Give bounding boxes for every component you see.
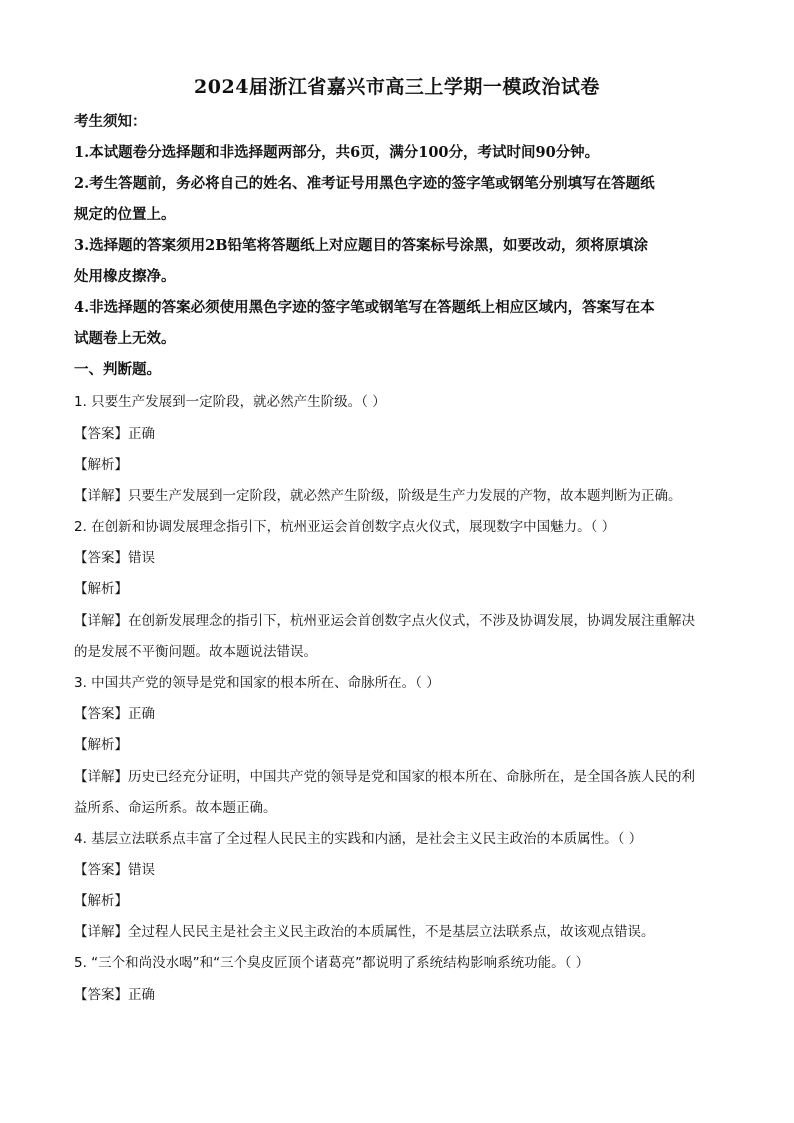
answer-value: 正确 [128, 987, 155, 1003]
analysis-label: 【解析】 [74, 893, 128, 909]
detail-label: 【详解】 [74, 613, 128, 629]
analysis-label: 【解析】 [74, 737, 128, 753]
notice-heading: 考生须知： [74, 113, 147, 130]
detail-text-continued: 益所系、命运所系。故本题正确。 [74, 800, 277, 816]
detail-label: 【详解】 [74, 924, 128, 940]
question-stem: 3. 中国共产党的领导是党和国家的根本所在、命脉所在。（ ） [74, 675, 440, 691]
answer-row [74, 702, 724, 722]
detail-text: 在创新发展理念的指引下，杭州亚运会首创数字点火仪式，不涉及协调发展，协调发展注重解决 [128, 613, 695, 629]
answer-value: 错误 [128, 550, 155, 566]
notice-line: 试题卷上无效。 [74, 330, 176, 347]
answer-value: 错误 [128, 862, 155, 878]
analysis-label: 【解析】 [74, 581, 128, 597]
question-stem: 2. 在创新和协调发展理念指引下，杭州亚运会首创数字点火仪式，展现数字中国魅力。（ ） [74, 519, 616, 535]
detail-text: 历史已经充分证明，中国共产党的领导是党和国家的根本所在、命脉所在，是全国各族人民的利 [128, 769, 695, 785]
detail-text: 只要生产发展到一定阶段，就必然产生阶级，阶级是生产力发展的产物，故本题判断为正确。 [128, 488, 682, 504]
answer-row [74, 983, 724, 1003]
answer-label: 【答案】 [74, 862, 128, 878]
detail-row [74, 484, 724, 504]
detail-row [74, 920, 724, 940]
question-stem: 4. 基层立法联系点丰富了全过程人民民主的实践和内涵，是社会主义民主政治的本质属性。（ ） [74, 831, 643, 847]
answer-label: 【答案】 [74, 706, 128, 722]
detail-row [74, 609, 724, 629]
question-stem: 5. “三个和尚没水喝”和“三个臭皮匠顶个诸葛亮”都说明了系统结构影响系统功能。（ ） [74, 955, 590, 971]
answer-row [74, 858, 724, 878]
detail-row [74, 765, 724, 785]
detail-text-continued: 的是发展不平衡问题。故本题说法错误。 [74, 644, 317, 660]
notice-line: 规定的位置上。 [74, 206, 176, 223]
page-title: 2024届浙江省嘉兴市高三上学期一模政治试卷 [194, 76, 600, 98]
detail-label: 【详解】 [74, 488, 128, 504]
analysis-label: 【解析】 [74, 457, 128, 473]
answer-row [74, 422, 724, 442]
answer-value: 正确 [128, 426, 155, 442]
answer-row [74, 546, 724, 566]
detail-label: 【详解】 [74, 769, 128, 785]
answer-label: 【答案】 [74, 426, 128, 442]
notice-line: 3.选择题的答案须用2B铅笔将答题纸上对应题目的答案标号涂黑，如要改动，须将原填涂 [74, 237, 648, 254]
notice-line: 处用橡皮擦净。 [74, 268, 176, 285]
detail-text: 全过程人民民主是社会主义民主政治的本质属性，不是基层立法联系点，故该观点错误。 [128, 924, 655, 940]
answer-label: 【答案】 [74, 550, 128, 566]
notice-line: 4.非选择题的答案必须使用黑色字迹的签字笔或钢笔写在答题纸上相应区域内，答案写在本 [74, 299, 655, 316]
section-title: 一、判断题。 [74, 361, 161, 378]
question-stem: 1. 只要生产发展到一定阶段，就必然产生阶级。（ ） [74, 394, 386, 410]
answer-label: 【答案】 [74, 987, 128, 1003]
notice-line: 2.考生答题前，务必将自己的姓名、准考证号用黑色字迹的签字笔或钢笔分别填写在答题纸 [74, 175, 655, 192]
answer-value: 正确 [128, 706, 155, 722]
notice-line: 1.本试题卷分选择题和非选择题两部分，共6页，满分100分，考试时间90分钟。 [74, 144, 600, 161]
